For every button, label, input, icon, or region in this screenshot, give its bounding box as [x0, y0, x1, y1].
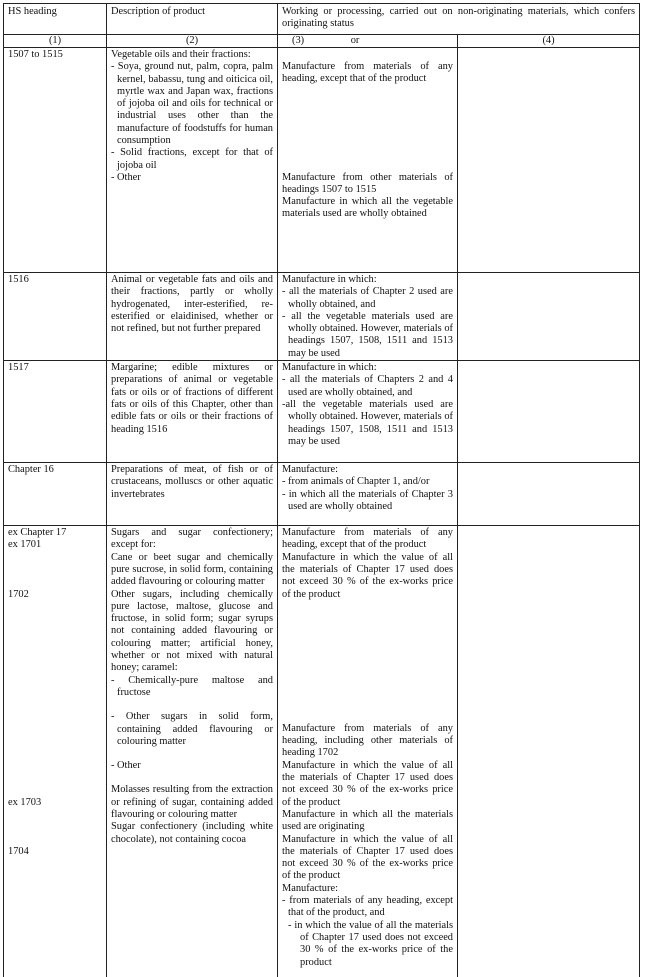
hs-heading-cell: 1517 — [4, 361, 107, 463]
hs-heading-cell: Chapter 16 — [4, 463, 107, 526]
working-text: Manufacture: — [282, 464, 338, 476]
column-4-cell — [458, 48, 640, 273]
header-description: Description of product — [107, 4, 278, 35]
rules-of-origin-table-page — [3, 3, 639, 977]
column-4-cell — [458, 361, 640, 463]
header-working-processing: Working or processing, carried out on non-originating materials, which confers originating status — [278, 4, 640, 35]
description-cell: Margarine; edible mixtures or preparations of animal or vegetable fats or oils or of fractions of different fats or oils of this Chapter, other than edible fats or oils or their fractions of heading 1516 — [107, 361, 278, 463]
description-text: - Solid fractions, except for that of jojoba oil — [111, 147, 273, 171]
description-text: Sugars and sugar confectionery; except for: — [111, 527, 273, 551]
working-cell — [278, 48, 458, 273]
or-label: or — [350, 35, 360, 46]
header-hs-heading: HS heading — [4, 4, 107, 35]
working-text: Manufacture in which: — [282, 362, 377, 374]
working-text: Manufacture in which: — [282, 274, 377, 285]
table-row — [4, 48, 640, 273]
description-text: Molasses resulting from the extraction or refining of sugar, containing added flavouring or colouring matter — [111, 784, 273, 821]
working-text: Manufacture in which the value of all the materials of Chapter 17 used does not exceed 30 % of the ex-works price of the product — [282, 833, 453, 882]
working-text: Manufacture in which the value of all the materials of Chapter 17 used does not exceed 30 % of the ex-works price of the product — [282, 759, 453, 808]
column-number-row — [4, 35, 640, 48]
description-text: Vegetable oils and their fractions: — [111, 49, 251, 60]
description-text: Other sugars, including chemically pure lactose, maltose, glucose and fructose, in solid form; sugar syrups not containing added flavouring or colouring matter; artificial honey, whether or not mixed with natural honey; caramel: — [111, 588, 273, 674]
column-number-2: (2) — [107, 35, 278, 48]
table-row — [4, 463, 640, 526]
working-text: - in which the value of all the materials of Chapter 17 used does not exceed 30 % of the ex-works price of the product — [288, 919, 453, 968]
column-4-cell — [458, 526, 640, 977]
working-text: Manufacture from other materials of headings 1507 to 1515 — [282, 171, 453, 195]
working-cell — [278, 361, 458, 463]
working-cell — [278, 273, 458, 361]
description-cell — [107, 48, 278, 273]
column-4-cell — [458, 273, 640, 361]
description-cell: Preparations of meat, of fish or of crustaceans, molluscs or other aquatic invertebrates — [107, 463, 278, 526]
working-text: Manufacture in which all the materials used are originating — [282, 808, 453, 833]
table-row — [4, 361, 640, 463]
working-text: Manufacture in which all the vegetable materials used are wholly obtained — [282, 196, 453, 220]
table-row — [4, 526, 640, 977]
column-number-3-or — [278, 35, 458, 48]
working-text: Manufacture from materials of any heading, including other materials of heading 1702 — [282, 722, 453, 759]
hs-heading-text: ex Chapter 17 — [8, 527, 67, 539]
working-text: - from materials of any heading, except that of the product, and — [282, 895, 453, 919]
description-text: - Other sugars in solid form, containing added flavouring or colouring matter — [111, 711, 273, 747]
working-text: - from animals of Chapter 1, and/or — [282, 476, 430, 488]
working-text: Manufacture in which the value of all the materials of Chapter 17 used does not exceed 30 % of the ex-works price of the product — [282, 551, 453, 600]
working-text: - in which all the materials of Chapter 3 used are wholly obtained — [282, 488, 453, 512]
working-text: - all the materials of Chapter 2 used are wholly obtained, and — [282, 286, 453, 310]
column-number-3: (3) — [292, 35, 305, 46]
working-text: - all the vegetable materials used are wholly obtained. However, materials of headings 1507, 1508, 1511 and 1513 may be used — [282, 310, 453, 359]
hs-heading-cell: 1516 — [4, 273, 107, 361]
column-number-1: (1) — [4, 35, 107, 48]
table-row — [4, 273, 640, 361]
working-text: -all the vegetable materials used are wholly obtained. However, materials of headings 1507, 1508, 1511 and 1513 may be used — [282, 398, 453, 447]
working-text: Manufacture from materials of any heading, except that of the product — [282, 61, 453, 85]
description-text: Sugar confectionery (including white chocolate), not containing cocoa — [111, 821, 273, 845]
description-cell: Animal or vegetable fats and oils and their fractions, partly or wholly hydrogenated, inter-esterified, re-esterified or elaidinised, whether or not refined, but not further prepared — [107, 273, 278, 361]
header-row — [4, 4, 640, 35]
working-text: Manufacture from materials of any heading, except that of the product — [282, 527, 453, 551]
description-text: - Other — [111, 171, 141, 183]
working-cell — [278, 526, 458, 977]
origin-rules-table — [3, 3, 640, 977]
description-text: - Other — [111, 760, 141, 772]
hs-heading-text: ex 1701 — [8, 539, 42, 551]
hs-heading-text: 1704 — [8, 846, 29, 858]
working-text: - all the materials of Chapters 2 and 4 used are wholly obtained, and — [282, 374, 453, 398]
hs-heading-text: ex 1703 — [8, 796, 42, 808]
description-text: - Soya, ground nut, palm, copra, palm kernel, babassu, tung and oiticica oil, myrtle wax and Japan wax, fractions of jojoba oil and oils for technical or industrial uses other than the manufacture of foodstuffs for human consumption — [111, 61, 273, 147]
working-text: Manufacture: — [282, 882, 338, 894]
description-cell — [107, 526, 278, 977]
description-text: - Chemically-pure maltose and fructose — [111, 674, 273, 698]
working-cell — [278, 463, 458, 526]
column-number-4: (4) — [458, 35, 640, 48]
hs-heading-text: 1702 — [8, 588, 29, 600]
hs-heading-cell: 1507 to 1515 — [4, 48, 107, 273]
column-4-cell — [458, 463, 640, 526]
description-text: Cane or beet sugar and chemically pure sucrose, in solid form, containing added flavouring or colouring matter — [111, 551, 273, 588]
hs-heading-cell — [4, 526, 107, 977]
